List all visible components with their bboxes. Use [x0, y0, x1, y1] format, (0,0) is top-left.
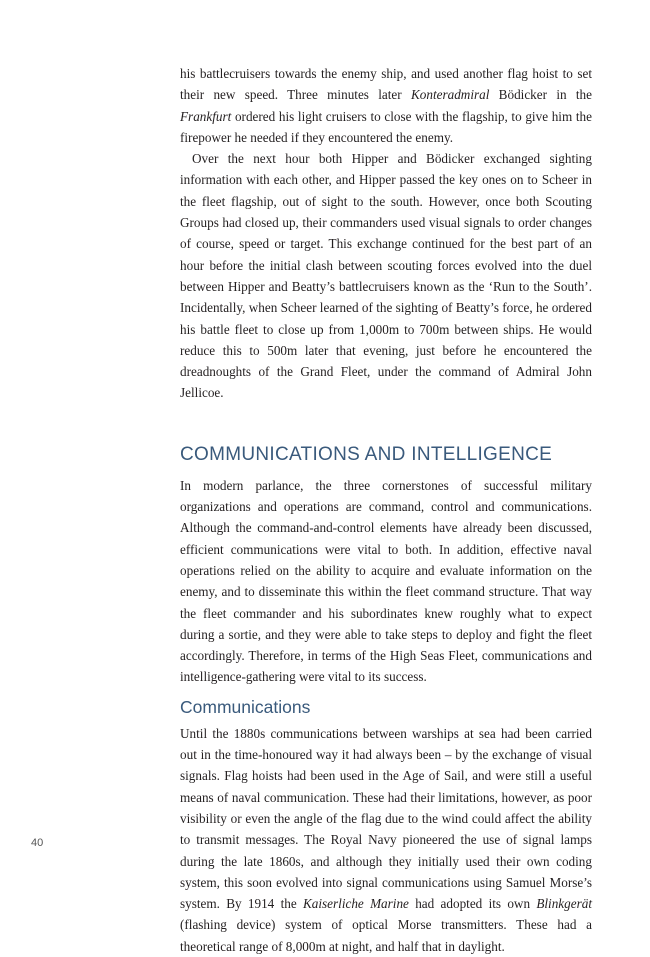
italic-term: Blinkgerät — [536, 896, 592, 912]
text-column — [180, 63, 592, 957]
italic-term: Kaiserliche Marine — [302, 896, 409, 912]
page-number: 40 — [31, 837, 44, 849]
italic-ship-name: Frankfurt — [180, 108, 232, 124]
text-run: had adopted its own — [408, 896, 537, 912]
communications-paragraph — [180, 723, 592, 957]
intro-paragraph-2: Over the next hour both Hipper and Bödicker exchanged sighting information with each other, and Hipper passed the key ones on to Scheer in the fleet flagship, out of sight to the south. However, once both Scouting Groups had closed up, their commanders used visual signals to order changes of course, speed or target. This exchange continued for the best part of an hour before the initial clash between scouting forces evolved into the duel between Hipper and Beatty’s battlecruisers known as the ‘Run to the South’. Incidentally, when Scheer learned of the sighting of Beatty’s force, he ordered his battle fleet to close up from 1,000m to 700m between ships. He would reduce this to 500m later that evening, just before he encountered the dreadnoughts of the Grand Fleet, under the command of Admiral John Jellicoe. — [180, 151, 592, 401]
text-run: (flashing device) system of optical Morse transmitters. These had a theoretical range of 8,000m at night, and half that in daylight. — [180, 917, 592, 954]
sub-heading: Communications — [180, 696, 311, 717]
intro-paragraph-1 — [180, 63, 592, 148]
section-paragraph: In modern parlance, the three cornerstones of successful military organizations and operations are command, control and communications. Although the command-and-control elements have already been discussed, efficient communications were vital to both. In addition, effective naval operations relied on the ability to acquire and evaluate information on the enemy, and to disseminate this within the fleet command structure. That way the fleet commander and his subordinates knew roughly what to expect during a sortie, and they were able to take steps to deploy and fight the fleet accordingly. Therefore, in terms of the High Seas Fleet, communications and intelligence-gathering were vital to its success. — [180, 477, 592, 685]
italic-term: Konteradmiral — [410, 87, 490, 103]
text-run: ordered his light cruisers to close with the flagship, to give him the firepower he needed if they encountered the enemy. — [180, 108, 592, 145]
text-run: Until the 1880s communications between warships at sea had been carried out in the time-honoured way it had always been – by the exchange of visual signals. Flag hoists had been used in the Age of Sail, and were still a useful means of naval communication. These had their limitations, however, as poor visibility or even the angle of the flag due to the wind could affect the ability to transmit messages. The Royal Navy pioneered the use of signal lamps during the late 1860s, and although they initially used their own coding system, this soon evolved into signal communications using Samuel Morse’s system. By 1914 the — [180, 725, 592, 912]
section-heading: COMMUNICATIONS AND INTELLIGENCE — [180, 443, 553, 465]
text-run: his battlecruisers towards the enemy ship, and used another flag hoist to set their new speed. Three minutes later — [180, 66, 592, 103]
text-run: Bödicker in the — [489, 87, 592, 103]
